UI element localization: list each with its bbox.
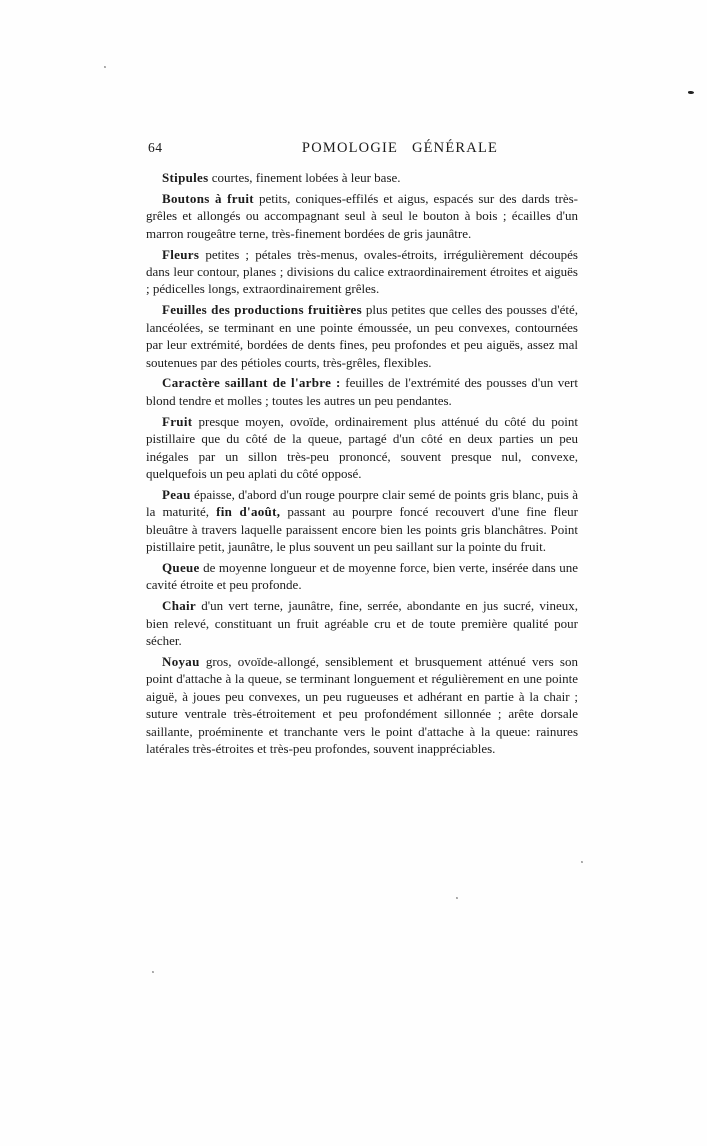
paragraph-text: gros, ovoïde-allongé, sensiblement et brusquement atténué vers son point d'attache à la queue, se terminant longuement et régulièrement en une pointe aiguë, à joues peu convexes, un peu rugueuses et adhérant en partie à la chair ; suture ventrale très-étroitement et peu profondément sillonnée ; arête dorsale saillante, proéminente et tranchante vers le point d'attache à la queue: rainures latérales très-étroites et très-peu profondes, souvent inappréciables. bbox=[146, 654, 578, 757]
paragraph-text: presque moyen, ovoïde, ordinairement plus atténué du côté du point pistillaire que du côté de la queue, partagé d'un côté en deux parties un peu inégales par un sillon très-peu prononcé, souvent presque nul, convexe, quelquefois un peu aplati du côté opposé. bbox=[146, 413, 578, 481]
paragraph-lead: Stipules bbox=[162, 170, 209, 185]
scan-dot bbox=[456, 897, 458, 899]
paragraph bbox=[146, 301, 578, 371]
paragraph-text: de moyenne longueur et de moyenne force, bien verte, insérée dans une cavité étroite et peu profonde. bbox=[146, 560, 578, 593]
running-title: POMOLOGIE GÉNÉRALE bbox=[301, 140, 499, 156]
paragraph bbox=[146, 246, 578, 298]
page-header bbox=[146, 140, 578, 158]
paragraph bbox=[146, 559, 578, 594]
bold-inline: fin d'août, bbox=[216, 504, 281, 520]
scan-dot bbox=[581, 861, 583, 863]
paragraph-lead: Caractère saillant de l'arbre : bbox=[162, 375, 341, 391]
paragraph-text: épaisse, d'abord d'un rouge pourpre clair semé de points gris blanc, puis à la maturité, bbox=[146, 486, 578, 520]
paragraph-text: petits, coniques-effilés et aigus, espacés sur des dards très-grêles et allongés ou accompagnant seul à seul le bouton à bois ; écailles d'un marron rougeâtre terne, très-finement bordées de gris jaunâtre. bbox=[146, 190, 578, 241]
scan-dot bbox=[152, 971, 154, 973]
paragraph-text: feuilles de l'extrémité des pousses d'un vert blond tendre et molles ; toutes les autres un peu pendantes. bbox=[146, 375, 578, 408]
paragraph bbox=[146, 486, 578, 556]
text-block bbox=[146, 169, 578, 758]
paragraph bbox=[146, 190, 578, 242]
page-content bbox=[146, 140, 578, 761]
ink-speck bbox=[688, 91, 694, 94]
paragraph-lead: Noyau bbox=[162, 654, 200, 670]
paragraph-lead: Boutons à fruit bbox=[162, 190, 254, 206]
paragraph bbox=[146, 169, 578, 186]
paragraph-lead: Queue bbox=[162, 560, 200, 576]
scan-dot bbox=[104, 66, 106, 68]
paragraph bbox=[146, 413, 578, 483]
paragraph-text: d'un vert terne, jaunâtre, fine, serrée, abondante en jus sucré, vineux, bien relevé, constituant un fruit agréable cru et de toute première qualité pour sécher. bbox=[146, 598, 578, 649]
paragraph-lead: Fleurs bbox=[162, 246, 200, 262]
page-number: 64 bbox=[148, 140, 163, 155]
paragraph-lead: Peau bbox=[162, 486, 191, 502]
paragraph bbox=[146, 597, 578, 649]
paragraph-text: plus petites que celles des pousses d'été, lancéolées, se terminant en une pointe émoussée, un peu convexes, contournées par leur extrémité, bordées de dents fines, peu profondes et peu aiguës, assez mal soutenues par des pétioles courts, très-grêles, flexibles. bbox=[146, 302, 578, 370]
paragraph-text: petites ; pétales très-menus, ovales-étroits, irrégulièrement découpés dans leur contour, planes ; divisions du calice extraordinairement étroites et aiguës ; pédicelles longs, extraordinairement grêles. bbox=[146, 246, 578, 297]
paragraph-lead: Feuilles des productions fruitières bbox=[162, 302, 362, 318]
paragraph bbox=[146, 653, 578, 757]
paragraph-lead: Chair bbox=[162, 598, 196, 614]
paragraph bbox=[146, 374, 578, 409]
paragraph-lead: Fruit bbox=[162, 413, 193, 429]
paragraph-text: courtes, finement lobées à leur base. bbox=[208, 170, 401, 185]
paragraph-text: passant au pourpre foncé recouvert d'une fine fleur bleuâtre à travers laquelle paraissent encore bien les points gris blanchâtres. Point pistillaire petit, jaunâtre, le plus souvent un peu saillant sur la pointe du fruit. bbox=[146, 504, 579, 555]
